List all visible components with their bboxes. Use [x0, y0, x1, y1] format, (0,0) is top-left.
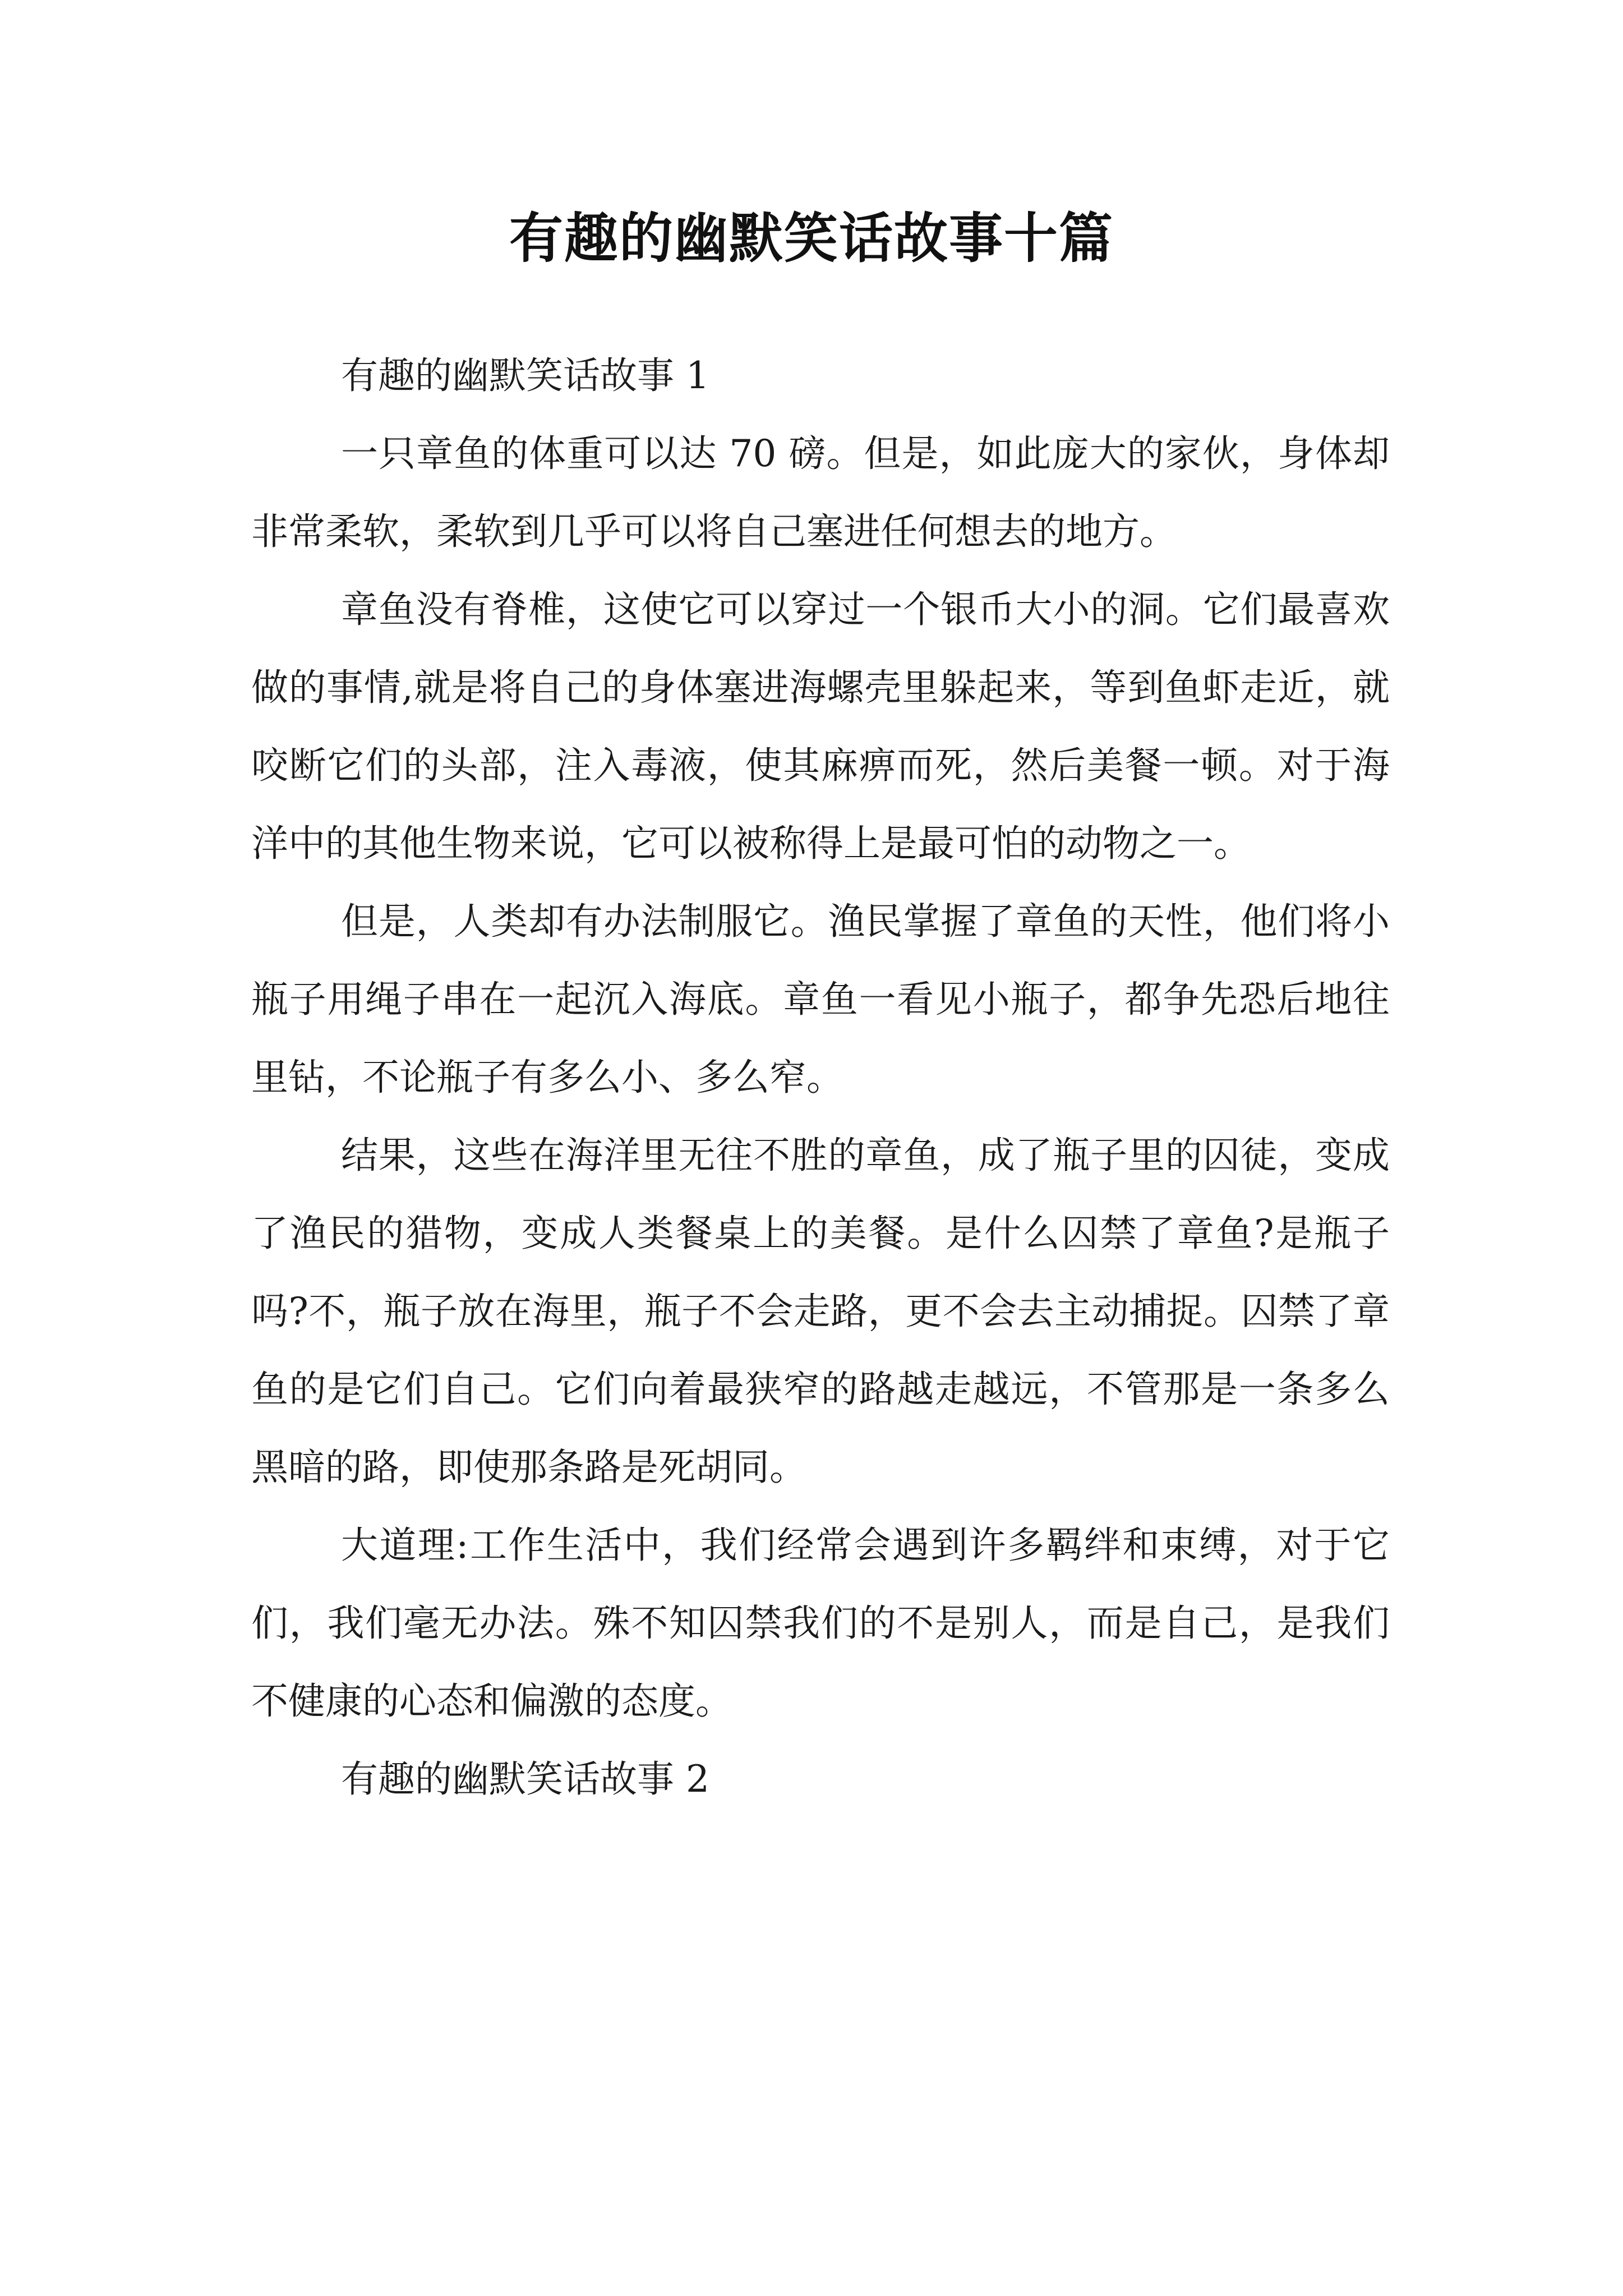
- paragraph-5: 大道理:工作生活中，我们经常会遇到许多羁绊和束缚，对于它们，我们毫无办法。殊不知囚禁我们的不是别人，而是自己，是我们不健康的心态和偏激的态度。: [251, 1524, 1390, 1723]
- paragraph-3: 但是，人类却有办法制服它。渔民掌握了章鱼的天性，他们将小瓶子用绳子串在一起沉入海底。章鱼一看见小瓶子，都争先恐后地往里钻，不论瓶子有多么小、多么窄。: [251, 900, 1390, 1099]
- paragraph-1: 一只章鱼的体重可以达 70 磅。但是，如此庞大的家伙，身体却非常柔软，柔软到几乎可以将自己塞进任何想去的地方。: [251, 432, 1390, 553]
- paragraph-2: 章鱼没有脊椎，这使它可以穿过一个银币大小的洞。它们最喜欢做的事情,就是将自己的身体塞进海螺壳里躲起来，等到鱼虾走近，就咬断它们的头部，注入毒液，使其麻痹而死，然后美餐一顿。对于海洋中的其他生物来说，它可以被称得上是最可怕的动物之一。: [251, 588, 1390, 865]
- page-title: 有趣的幽默笑话故事十篇: [509, 206, 1114, 270]
- section-heading-1: 有趣的幽默笑话故事 1: [341, 354, 709, 397]
- section-heading-2: 有趣的幽默笑话故事 2: [341, 1757, 709, 1801]
- paragraph-4: 结果，这些在海洋里无往不胜的章鱼，成了瓶子里的囚徒，变成了渔民的猎物，变成人类餐桌上的美餐。是什么囚禁了章鱼?是瓶子吗?不，瓶子放在海里，瓶子不会走路，更不会去主动捕捉。囚禁了章鱼的是它们自己。它们向着最狭窄的路越走越远，不管那是一条多么黑暗的路，即使那条路是死胡同。: [251, 1134, 1390, 1489]
- document-body: [251, 337, 1390, 1818]
